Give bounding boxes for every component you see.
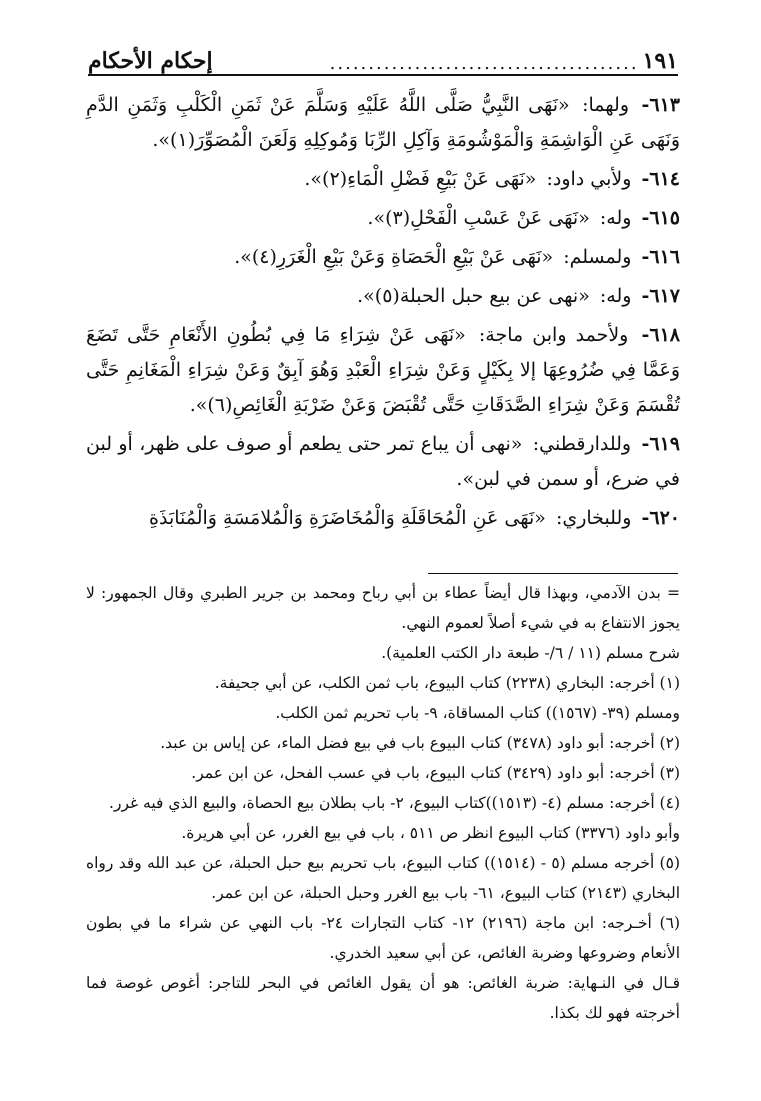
book-title: إحكام الأحكام bbox=[88, 48, 213, 74]
hadith-number: ٦١٩- bbox=[641, 433, 680, 455]
hadith-text: «نَهَى النَّبِيُّ صَلَّى اللَّهُ عَلَيْهِ وَسَلَّمَ عَنْ ثَمَنِ الْكَلْبِ وَثَمَنِ الدَّمِ وَنَهَى عَنِ الْوَاشِمَةِ وَالْمَوْشُومَةِ وَآكِلِ الرِّبَا وَمُوكِلِهِ وَلَعَنَ الْمُصَوِّرَ(١)». bbox=[86, 94, 680, 151]
hadith-number: ٦٢٠- bbox=[641, 507, 680, 529]
hadith-source: وللدارقطني: bbox=[532, 433, 632, 455]
footnote: قـال في النـهاية: ضربة الغائص: هو أن يقول الغائص في البحر للتاجر: أغوص غوصة فما أخرجته فهو لك بكذا. bbox=[86, 974, 680, 1022]
footnote: (٢) أخرجه: أبو داود (٣٤٧٨) كتاب البيوع باب في بيع فضل الماء، عن إياس بن عبد. bbox=[160, 734, 680, 752]
footnote: ومسلم (٣٩- (١٥٦٧)) كتاب المساقاة، ٩- باب تحريم ثمن الكلب. bbox=[275, 704, 680, 722]
hadith-source: ولمسلم: bbox=[563, 246, 632, 268]
hadith-number: ٦١٨- bbox=[641, 324, 680, 346]
hadith-text: «نَهَى عَنْ بَيْعِ فَضْلِ الْمَاءِ(٢)». bbox=[304, 168, 537, 190]
hadith-entry bbox=[86, 427, 680, 497]
header-dot-leader: ........................................ bbox=[329, 53, 639, 74]
hadith-number: ٦١٥- bbox=[641, 207, 680, 229]
hadith-number: ٦١٧- bbox=[641, 285, 680, 307]
hadith-source: وله: bbox=[599, 207, 632, 229]
footnote: (٥) أخرجه مسلم (٥ - (١٥١٤)) كتاب البيوع، باب تحريم بيع حبل الحبلة، عن عبد الله وقد رواه البخاري (٢١٤٣) كتاب البيوع، ٦١- باب بيع الغرر وحبل الحبلة، عن ابن عمر. bbox=[86, 854, 680, 902]
hadith-text: «نَهَى عَنْ بَيْعِ الْحَصَاةِ وَعَنْ بَيْعِ الْغَرَرِ(٤)». bbox=[234, 246, 554, 268]
hadith-source: ولأبي داود: bbox=[546, 168, 632, 190]
footnote: = بدن الآدمي، وبهذا قال أيضاً عطاء بن أبي رباح ومحمد بن جرير الطبري وقال الجمهور: لا يجوز الانتفاع به في شيء أصلاً لعموم النهي. bbox=[86, 584, 680, 632]
footnote: وأبو داود (٣٣٧٦) كتاب البيوع انظر ص ٥١١ ، باب في بيع الغرر، عن أبي هريرة. bbox=[181, 824, 680, 842]
footnote-separator bbox=[428, 573, 678, 574]
footnote: (٤) أخرجه: مسلم (٤- (١٥١٣))كتاب البيوع، ٢- باب بطلان بيع الحصاة، والبيع الذي فيه غرر. bbox=[109, 794, 680, 812]
hadith-text-body bbox=[86, 88, 680, 540]
footnote: (٦) أخـرجه: ابن ماجة (٢١٩٦) ١٢- كتاب التجارات ٢٤- باب النهي عن شراء ما في بطون الأنعام وضروعها وضربة الغائص، عن أبي سعيد الخدري. bbox=[86, 914, 680, 962]
footnotes bbox=[86, 578, 680, 1028]
hadith-source: ولأحمد وابن ماجة: bbox=[478, 324, 629, 346]
page-header bbox=[88, 34, 678, 76]
hadith-entry bbox=[86, 318, 680, 423]
hadith-source: وله: bbox=[599, 285, 632, 307]
footnote: (١) أخرجه: البخاري (٢٢٣٨) كتاب البيوع، باب ثمن الكلب، عن أبي جحيفة. bbox=[214, 674, 680, 692]
footnote: (٣) أخرجه: أبو داود (٣٤٢٩) كتاب البيوع، باب في عسب الفحل، عن ابن عمر. bbox=[191, 764, 680, 782]
hadith-number: ٦١٦- bbox=[641, 246, 680, 268]
hadith-text: «نَهَى عَنْ عَسْبِ الْفَحْلِ(٣)». bbox=[367, 207, 590, 229]
hadith-number: ٦١٣- bbox=[641, 94, 680, 116]
hadith-entry bbox=[86, 279, 680, 314]
hadith-source: وللبخاري: bbox=[555, 507, 632, 529]
hadith-entry bbox=[86, 501, 680, 536]
hadith-text: «نَهَى عَنِ الْمُحَاقَلَةِ وَالْمُخَاضَرَةِ وَالْمُلامَسَةِ وَالْمُنَابَذَةِ bbox=[149, 507, 546, 529]
hadith-entry bbox=[86, 88, 680, 158]
hadith-entry bbox=[86, 201, 680, 236]
hadith-number: ٦١٤- bbox=[641, 168, 680, 190]
hadith-entry bbox=[86, 240, 680, 275]
page-number: ١٩١ bbox=[642, 48, 678, 74]
hadith-text: «نَهَى عَنْ شِرَاءِ مَا فِي بُطُونِ الأَنْعَامِ حَتَّى تَضَعَ وَعَمَّا فِي ضُرُوعِهَا إلا بِكَيْلٍ وَعَنْ شِرَاءِ الْعَبْدِ وَهُوَ آبِقٌ وَعَنْ شِرَاءِ الْمَغَانِمِ حَتَّى تُقْسَمَ وَعَنْ شِرَاءِ الصَّدَقَاتِ حَتَّى تُقْبَضَ وَعَنْ ضَرْبَةِ الْغَائِصِ(٦)». bbox=[86, 324, 680, 416]
hadith-source: ولهما: bbox=[582, 94, 630, 116]
hadith-text: «نهى أن يباع تمر حتى يطعم أو صوف على ظهر، أو لبن في ضرع، أو سمن في لبن». bbox=[86, 433, 680, 490]
hadith-text: «نهى عن بيع حبل الحبلة(٥)». bbox=[357, 285, 590, 307]
hadith-entry bbox=[86, 162, 680, 197]
footnote: شرح مسلم (١١ / ٦/- طبعة دار الكتب العلمية). bbox=[381, 644, 680, 662]
